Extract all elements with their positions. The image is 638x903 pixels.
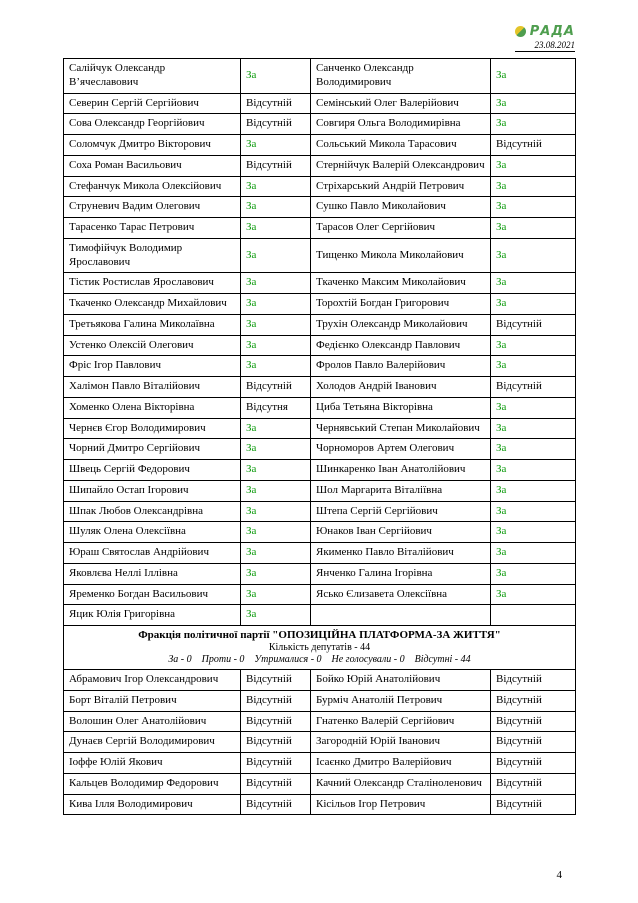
vote-cell: Відсутній bbox=[241, 690, 311, 711]
deputy-name-cell: Совгиря Ольга Володимирівна bbox=[311, 114, 491, 135]
deputy-name-cell: Тимофійчук Володимир Ярославович bbox=[64, 238, 241, 273]
faction-header-row bbox=[64, 626, 576, 670]
vote-cell: Відсутній bbox=[241, 114, 311, 135]
deputy-name-cell: Фріс Ігор Павлович bbox=[64, 356, 241, 377]
deputy-name-cell: Тарасенко Тарас Петрович bbox=[64, 218, 241, 239]
vote-cell: За bbox=[491, 563, 576, 584]
vote-cell: Відсутній bbox=[241, 155, 311, 176]
vote-cell: За bbox=[241, 197, 311, 218]
deputy-name-cell: Сова Олександр Георгійович bbox=[64, 114, 241, 135]
deputy-name-cell bbox=[311, 605, 491, 626]
table-row bbox=[64, 501, 576, 522]
vote-cell: Відсутній bbox=[241, 732, 311, 753]
vote-cell: За bbox=[491, 501, 576, 522]
page-number: 4 bbox=[556, 869, 562, 881]
deputies-section-1 bbox=[64, 59, 576, 626]
vote-cell: Відсутній bbox=[241, 794, 311, 815]
vote-cell: Відсутній bbox=[241, 93, 311, 114]
table-row bbox=[64, 397, 576, 418]
deputy-name-cell: Струневич Вадим Олегович bbox=[64, 197, 241, 218]
table-row bbox=[64, 732, 576, 753]
table-row bbox=[64, 794, 576, 815]
table-row bbox=[64, 480, 576, 501]
table-row bbox=[64, 356, 576, 377]
faction-vote-summary: За - 0 Проти - 0 Утрималися - 0 Не голосували - 0 Відсутні - 44 bbox=[168, 654, 471, 666]
table-row bbox=[64, 135, 576, 156]
deputy-name-cell: Качний Олександр Сталіноленович bbox=[311, 773, 491, 794]
deputy-name-cell: Яковлєва Неллі Іллівна bbox=[64, 563, 241, 584]
table-row bbox=[64, 711, 576, 732]
vote-cell: Відсутній bbox=[491, 773, 576, 794]
vote-cell: За bbox=[241, 238, 311, 273]
deputy-name-cell: Шол Маргарита Віталіївна bbox=[311, 480, 491, 501]
vote-cell: Відсутній bbox=[241, 773, 311, 794]
deputies-section-2 bbox=[64, 670, 576, 815]
deputy-name-cell: Салійчук Олександр В’ячеславович bbox=[64, 59, 241, 94]
vote-cell: Відсутній bbox=[491, 670, 576, 691]
deputy-name-cell: Швець Сергій Федорович bbox=[64, 460, 241, 481]
table-row bbox=[64, 670, 576, 691]
deputy-name-cell: Стефанчук Микола Олексійович bbox=[64, 176, 241, 197]
vote-cell: За bbox=[491, 335, 576, 356]
vote-cell: За bbox=[241, 418, 311, 439]
vote-cell: За bbox=[491, 543, 576, 564]
deputy-name-cell: Янченко Галина Ігорівна bbox=[311, 563, 491, 584]
deputy-name-cell: Якименко Павло Віталійович bbox=[311, 543, 491, 564]
vote-cell: За bbox=[491, 584, 576, 605]
deputy-name-cell: Устенко Олексій Олегович bbox=[64, 335, 241, 356]
deputy-name-cell: Іоффе Юлій Якович bbox=[64, 753, 241, 774]
deputy-name-cell: Стернійчук Валерій Олександрович bbox=[311, 155, 491, 176]
deputy-name-cell: Ткаченко Олександр Михайлович bbox=[64, 294, 241, 315]
vote-cell: Відсутній bbox=[491, 135, 576, 156]
deputy-name-cell: Яременко Богдан Васильович bbox=[64, 584, 241, 605]
table-row bbox=[64, 176, 576, 197]
deputy-name-cell: Ясько Єлизавета Олексіївна bbox=[311, 584, 491, 605]
table-row bbox=[64, 563, 576, 584]
vote-cell: Відсутній bbox=[491, 377, 576, 398]
vote-results-table bbox=[63, 58, 576, 815]
deputy-name-cell: Гнатенко Валерій Сергійович bbox=[311, 711, 491, 732]
deputy-name-cell: Волошин Олег Анатолійович bbox=[64, 711, 241, 732]
table-row bbox=[64, 460, 576, 481]
vote-cell: За bbox=[241, 335, 311, 356]
deputy-name-cell: Чорноморов Артем Олегович bbox=[311, 439, 491, 460]
table-row bbox=[64, 753, 576, 774]
vote-cell: За bbox=[491, 93, 576, 114]
vote-cell: Відсутній bbox=[241, 711, 311, 732]
vote-cell: За bbox=[241, 501, 311, 522]
deputy-name-cell: Третьякова Галина Миколаївна bbox=[64, 314, 241, 335]
faction-header-cell bbox=[64, 626, 576, 670]
vote-cell: За bbox=[241, 460, 311, 481]
vote-cell: Відсутній bbox=[491, 794, 576, 815]
deputy-name-cell: Ісаєнко Дмитро Валерійович bbox=[311, 753, 491, 774]
deputy-name-cell: Яцик Юлія Григорівна bbox=[64, 605, 241, 626]
table-row bbox=[64, 605, 576, 626]
deputy-name-cell: Ткаченко Максим Миколайович bbox=[311, 273, 491, 294]
vote-cell: Відсутня bbox=[241, 397, 311, 418]
deputy-name-cell: Семінський Олег Валерійович bbox=[311, 93, 491, 114]
vote-cell: За bbox=[241, 439, 311, 460]
vote-cell: Відсутній bbox=[491, 753, 576, 774]
rada-logo-text: РАДА bbox=[529, 24, 575, 39]
vote-cell: За bbox=[491, 418, 576, 439]
rada-logo bbox=[515, 24, 575, 39]
vote-cell: За bbox=[491, 238, 576, 273]
vote-cell: За bbox=[491, 294, 576, 315]
deputy-name-cell: Холодов Андрій Іванович bbox=[311, 377, 491, 398]
table-row bbox=[64, 93, 576, 114]
vote-cell: Відсутній bbox=[241, 377, 311, 398]
deputy-name-cell: Юнаков Іван Сергійович bbox=[311, 522, 491, 543]
faction-title: Фракція політичної партії "ОПОЗИЦІЙНА ПЛАТФОРМА-ЗА ЖИТТЯ" bbox=[138, 629, 501, 641]
deputy-name-cell: Стріхарський Андрій Петрович bbox=[311, 176, 491, 197]
table-row bbox=[64, 273, 576, 294]
vote-cell: За bbox=[491, 397, 576, 418]
table-row bbox=[64, 155, 576, 176]
table-row bbox=[64, 294, 576, 315]
deputy-name-cell: Шинкаренко Іван Анатолійович bbox=[311, 460, 491, 481]
deputy-name-cell: Тарасов Олег Сергійович bbox=[311, 218, 491, 239]
vote-cell: Відсутній bbox=[491, 732, 576, 753]
table-row bbox=[64, 238, 576, 273]
deputy-name-cell: Тістик Ростислав Ярославович bbox=[64, 273, 241, 294]
deputy-name-cell: Циба Тетьяна Вікторівна bbox=[311, 397, 491, 418]
table-row bbox=[64, 59, 576, 94]
deputy-name-cell: Кива Ілля Володимирович bbox=[64, 794, 241, 815]
vote-cell: За bbox=[241, 356, 311, 377]
deputy-name-cell: Сольський Микола Тарасович bbox=[311, 135, 491, 156]
vote-cell: За bbox=[491, 460, 576, 481]
vote-cell: За bbox=[241, 522, 311, 543]
table-row bbox=[64, 197, 576, 218]
vote-cell: За bbox=[241, 314, 311, 335]
table-row bbox=[64, 439, 576, 460]
table-row bbox=[64, 543, 576, 564]
vote-cell: За bbox=[491, 480, 576, 501]
vote-cell: За bbox=[491, 59, 576, 94]
table-row bbox=[64, 314, 576, 335]
deputy-name-cell: Шипайло Остап Ігорович bbox=[64, 480, 241, 501]
vote-cell: Відсутній bbox=[491, 690, 576, 711]
vote-cell: За bbox=[241, 294, 311, 315]
table-row bbox=[64, 690, 576, 711]
header-block bbox=[515, 24, 575, 52]
vote-cell: За bbox=[491, 356, 576, 377]
deputy-name-cell: Юраш Святослав Андрійович bbox=[64, 543, 241, 564]
vote-cell: Відсутній bbox=[491, 711, 576, 732]
table-row bbox=[64, 377, 576, 398]
vote-cell: За bbox=[241, 218, 311, 239]
rada-logo-icon bbox=[515, 26, 526, 37]
deputy-name-cell: Кальцев Володимир Федорович bbox=[64, 773, 241, 794]
vote-cell: Відсутній bbox=[241, 670, 311, 691]
deputy-name-cell: Чернєв Єгор Володимирович bbox=[64, 418, 241, 439]
deputy-name-cell: Соломчук Дмитро Вікторович bbox=[64, 135, 241, 156]
deputy-name-cell: Штепа Сергій Сергійович bbox=[311, 501, 491, 522]
vote-cell: За bbox=[241, 605, 311, 626]
vote-cell: Відсутній bbox=[241, 753, 311, 774]
deputy-name-cell: Чорний Дмитро Сергійович bbox=[64, 439, 241, 460]
vote-cell: За bbox=[491, 218, 576, 239]
vote-cell: За bbox=[241, 135, 311, 156]
deputy-name-cell: Сушко Павло Миколайович bbox=[311, 197, 491, 218]
deputy-name-cell: Трухін Олександр Миколайович bbox=[311, 314, 491, 335]
deputy-name-cell: Загородній Юрій Іванович bbox=[311, 732, 491, 753]
vote-cell: За bbox=[491, 522, 576, 543]
vote-cell: За bbox=[241, 543, 311, 564]
table-row bbox=[64, 773, 576, 794]
faction-header-section bbox=[64, 626, 576, 670]
deputy-name-cell: Борт Віталій Петрович bbox=[64, 690, 241, 711]
table-row bbox=[64, 584, 576, 605]
deputy-name-cell: Федієнко Олександр Павлович bbox=[311, 335, 491, 356]
deputy-name-cell: Кісільов Ігор Петрович bbox=[311, 794, 491, 815]
page-header bbox=[0, 0, 638, 56]
table-row bbox=[64, 114, 576, 135]
vote-cell bbox=[491, 605, 576, 626]
vote-cell: За bbox=[491, 197, 576, 218]
deputy-name-cell: Абрамович Ігор Олександрович bbox=[64, 670, 241, 691]
deputy-name-cell: Северин Сергій Сергійович bbox=[64, 93, 241, 114]
vote-cell: За bbox=[241, 480, 311, 501]
deputy-name-cell: Фролов Павло Валерійович bbox=[311, 356, 491, 377]
table-row bbox=[64, 418, 576, 439]
vote-cell: Відсутній bbox=[491, 314, 576, 335]
deputy-name-cell: Чернявський Степан Миколайович bbox=[311, 418, 491, 439]
vote-cell: За bbox=[241, 176, 311, 197]
vote-cell: За bbox=[491, 439, 576, 460]
vote-cell: За bbox=[241, 563, 311, 584]
deputy-name-cell: Халімон Павло Віталійович bbox=[64, 377, 241, 398]
deputy-name-cell: Торохтій Богдан Григорович bbox=[311, 294, 491, 315]
vote-cell: За bbox=[491, 176, 576, 197]
faction-deputy-count: Кількість депутатів - 44 bbox=[268, 642, 371, 654]
vote-cell: За bbox=[241, 59, 311, 94]
deputy-name-cell: Шпак Любов Олександрівна bbox=[64, 501, 241, 522]
deputy-name-cell: Дунаєв Сергій Володимирович bbox=[64, 732, 241, 753]
vote-cell: За bbox=[491, 114, 576, 135]
deputy-name-cell: Соха Роман Васильович bbox=[64, 155, 241, 176]
table-row bbox=[64, 218, 576, 239]
deputy-name-cell: Бойко Юрій Анатолійович bbox=[311, 670, 491, 691]
table-row bbox=[64, 335, 576, 356]
deputy-name-cell: Бурміч Анатолій Петрович bbox=[311, 690, 491, 711]
vote-cell: За bbox=[241, 584, 311, 605]
deputy-name-cell: Тищенко Микола Миколайович bbox=[311, 238, 491, 273]
table-row bbox=[64, 522, 576, 543]
deputy-name-cell: Санченко Олександр Володимирович bbox=[311, 59, 491, 94]
deputy-name-cell: Шуляк Олена Олексіївна bbox=[64, 522, 241, 543]
vote-cell: За bbox=[491, 273, 576, 294]
header-date: 23.08.2021 bbox=[515, 40, 575, 52]
deputy-name-cell: Хоменко Олена Вікторівна bbox=[64, 397, 241, 418]
vote-cell: За bbox=[241, 273, 311, 294]
vote-cell: За bbox=[491, 155, 576, 176]
